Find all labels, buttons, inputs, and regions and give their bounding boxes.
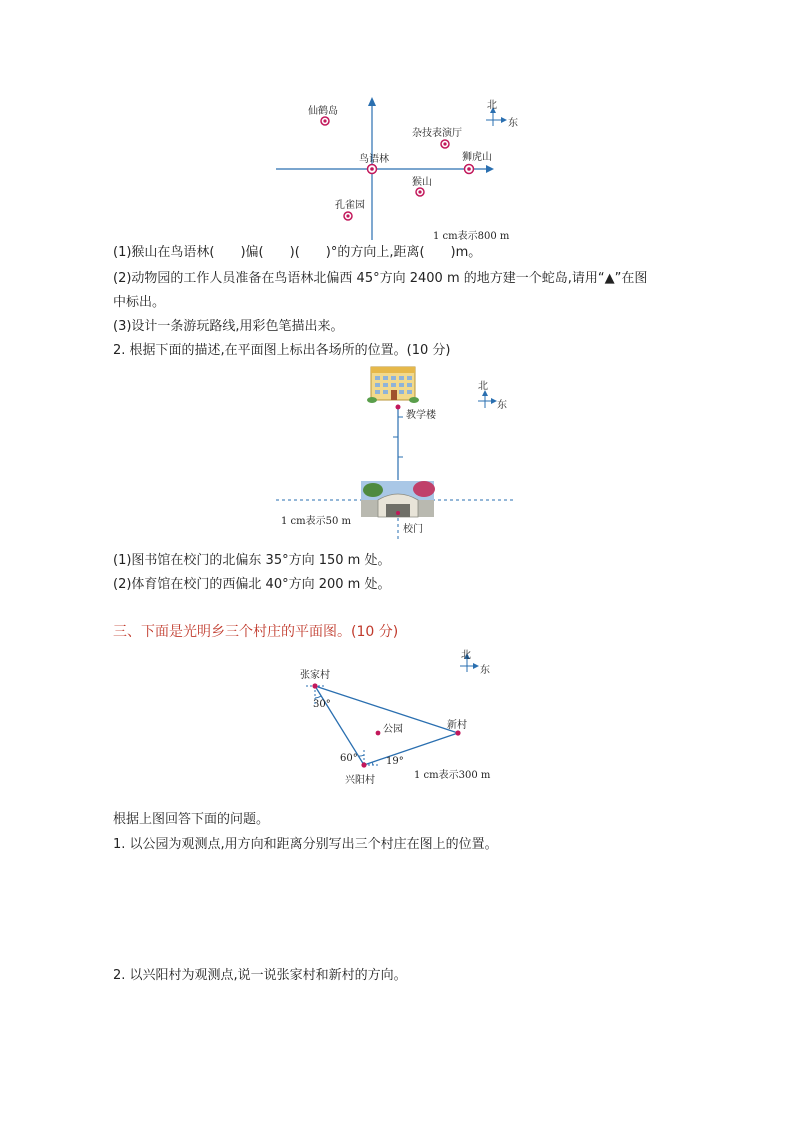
teaching-building-illustration [367,367,419,403]
label-xingyang: 兴阳村 [345,775,375,786]
section3-q1: 1. 以公园为观测点,用方向和距离分别写出三个村庄在图上的位置。 [113,837,498,852]
village-map-scale: 1 cm表示300 m [414,770,491,781]
label-angle60: 60° [340,753,358,764]
place-marker-shihu [465,165,474,174]
place-marker-niaoyu [368,165,377,174]
q1-item-2b: 中标出。 [113,295,166,310]
q1-item-2a: (2)动物园的工作人员准备在鸟语林北偏西 45°方向 2400 m 的地方建一个蛇岛,请用“▲”在图 [113,271,648,286]
village-compass-north-label: 北 [461,650,471,661]
label-angle30: 30° [313,699,331,710]
q2-item-2: (2)体育馆在校门的西偏北 40°方向 200 m 处。 [113,577,391,592]
zoo-map-north-arrow [368,97,376,106]
label-xincun: 新村 [447,720,467,731]
label-park: 公园 [383,724,403,735]
teaching-building-point [396,405,401,410]
q2-item-1: (1)图书馆在校门的北偏东 35°方向 150 m 处。 [113,553,391,568]
section3-intro: 根据上图回答下面的问题。 [113,812,270,827]
place-marker-zaji [441,140,449,148]
edge-xincun-xingyang [364,733,458,765]
q1-item-1: (1)猴山在鸟语林( )偏( )( )°的方向上,距离( )m。 [113,245,482,260]
point-zhangjia [312,683,317,688]
label-zhangjia: 张家村 [300,670,330,681]
zoo-map-east-arrow [486,165,494,173]
label-shihu: 狮虎山 [462,152,492,163]
label-niaoyu: 鸟语林 [359,154,389,165]
place-marker-kongque [344,212,352,220]
q1-item-3: (3)设计一条游玩路线,用彩色笔描出来。 [113,319,344,334]
place-marker-houshan [416,188,424,196]
compass-north-label: 北 [487,100,497,111]
village-compass-east-label: 东 [480,665,490,676]
label-angle19: 19° [386,756,404,767]
point-xingyang [361,762,366,767]
school-gate-label: 校门 [403,524,423,535]
school-map-figure [0,360,794,545]
teaching-building-label: 教学楼 [406,410,436,421]
place-marker-xianhe [321,117,329,125]
school-compass-north-label: 北 [478,381,488,392]
school-compass-east-label: 东 [497,400,507,411]
label-houshan: 猴山 [412,177,432,188]
point-xincun [455,730,460,735]
label-kongque: 孔雀园 [335,200,365,211]
label-xianhe: 仙鹤岛 [308,106,338,117]
compass-east-label: 东 [508,118,518,129]
angle-arc-30 [315,696,321,698]
school-map-scale: 1 cm表示50 m [281,516,352,527]
section3-title: 三、下面是光明乡三个村庄的平面图。(10 分) [113,624,399,640]
q2-title: 2. 根据下面的描述,在平面图上标出各场所的位置。(10 分) [113,343,451,358]
school-gate-point [396,511,400,515]
zoo-map-scale: 1 cm表示800 m [433,231,510,242]
zoo-map-figure [0,0,794,250]
label-zaji: 杂技表演厅 [412,128,462,139]
section3-q2: 2. 以兴阳村为观测点,说一说张家村和新村的方向。 [113,968,407,983]
village-map-figure [0,640,794,790]
point-park [376,731,381,736]
